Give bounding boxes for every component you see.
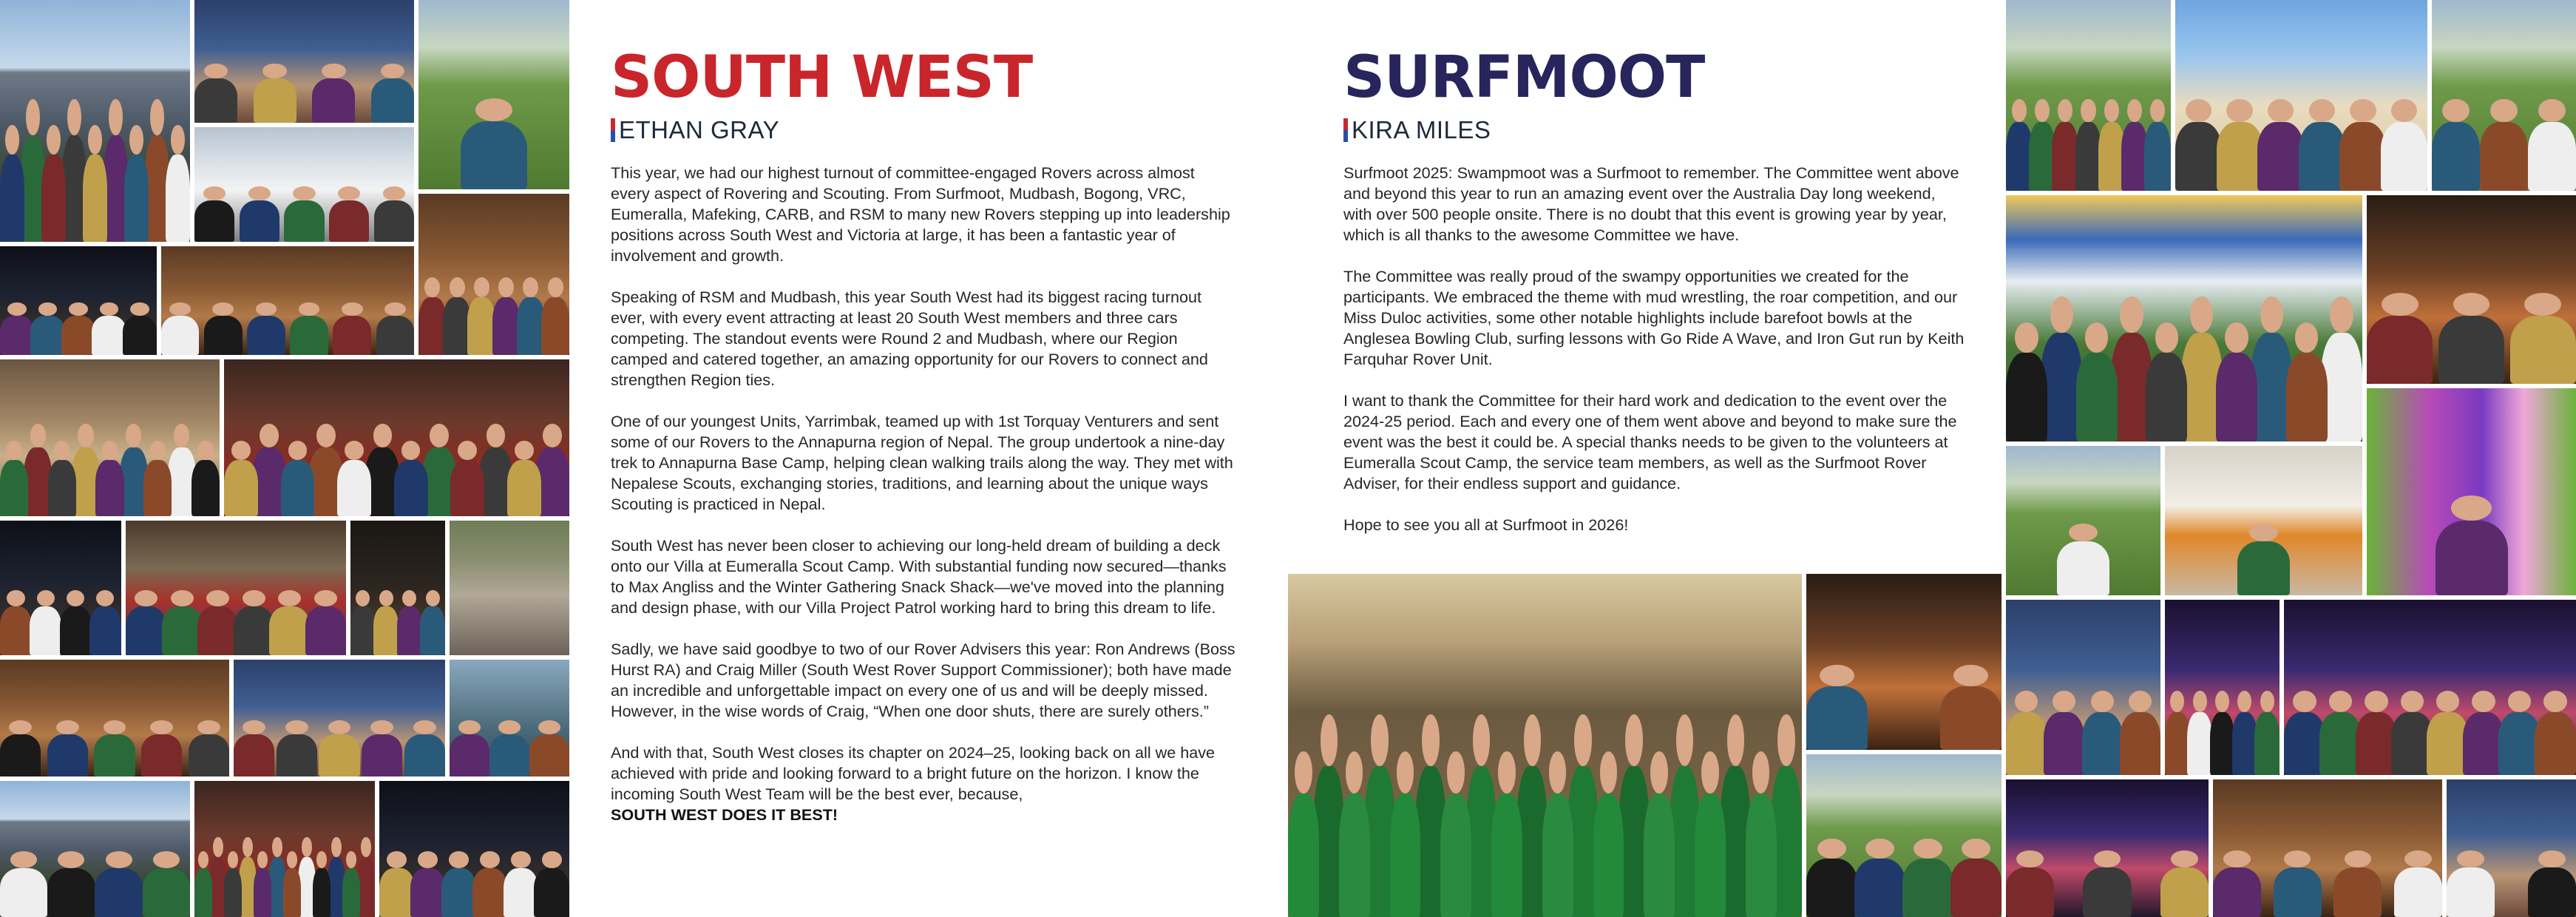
hiking-selfie-people	[0, 836, 190, 917]
person-figure	[281, 460, 315, 516]
surfmoot-paragraph-3: I want to thank the Committee for their hard work and dedication to the event over the 2024-25 period. Each and every one of them went above and beyond to make sure the event was the best it could be. A special thanks needs to be given to the volunteers at Eumeralla Scout Camp, the service team members, as well as the Surfmoot Rover Adviser, for their endless support and guidance.	[1343, 391, 1957, 493]
dance-night-people	[2284, 670, 2576, 775]
person-figure	[342, 868, 360, 917]
person-figure	[404, 734, 445, 776]
person-figure	[30, 606, 61, 655]
person-figure	[2146, 353, 2187, 441]
person-figure	[329, 200, 369, 242]
person-figure	[1902, 859, 1953, 917]
rsm-karts-people	[0, 422, 220, 516]
archery-targets-people	[2006, 506, 2160, 595]
person-figure	[541, 297, 569, 355]
mud-slide-photo	[2367, 388, 2576, 595]
person-figure	[2480, 122, 2528, 191]
person-figure	[92, 316, 126, 355]
person-figure	[2076, 353, 2118, 441]
person-figure	[2160, 867, 2209, 917]
person-figure	[2165, 712, 2190, 775]
marquee-event-photo	[2006, 195, 2362, 441]
person-figure	[2381, 122, 2427, 191]
person-figure	[2447, 867, 2495, 917]
person-figure	[197, 606, 238, 655]
person-figure	[443, 297, 471, 355]
person-figure	[194, 78, 237, 123]
person-figure	[2432, 122, 2480, 191]
outdoor-friends-people	[1806, 819, 2002, 917]
relaxing-group-people	[234, 706, 445, 776]
south-west-body	[611, 163, 1236, 825]
person-figure	[305, 606, 346, 655]
person-figure	[247, 316, 285, 355]
person-figure	[1288, 794, 1319, 917]
person-figure	[1806, 686, 1868, 750]
person-figure	[450, 734, 489, 776]
south-west-author: ETHAN GRAY	[611, 117, 779, 143]
person-figure	[143, 868, 190, 917]
person-figure	[2083, 867, 2131, 917]
camp-crowd-people	[2006, 76, 2171, 191]
person-figure	[1491, 794, 1522, 917]
person-figure	[374, 200, 414, 242]
market-stall-photo	[2213, 779, 2442, 917]
stairs-group-people	[194, 836, 375, 917]
person-figure	[254, 868, 271, 917]
large-group-hall-people	[224, 422, 569, 516]
party-cheer-photo	[2006, 779, 2209, 917]
surfmoot-paragraph-2: The Committee was really proud of the swampy opportunities we created for the participants. We embraced the theme with mud wrestling, the roar competition, and our Miss Duloc activities, some other notable highlights include barefoot bowls at the Anglesea Bowling Club, surfing lessons with Go Ride A Wave, and Iron Gut run by Keith Farquhar Rover Unit.	[1343, 267, 1965, 368]
person-figure	[0, 316, 34, 355]
night-camp-group-photo	[0, 246, 157, 355]
person-figure	[2528, 122, 2576, 191]
field-runner-people	[418, 75, 569, 189]
duck-face-photo	[2006, 600, 2160, 775]
market-stall-people	[2213, 834, 2442, 917]
person-figure	[224, 460, 258, 516]
person-figure	[2528, 867, 2576, 917]
person-figure	[95, 868, 142, 917]
person-figure	[224, 868, 242, 917]
dance-night-photo	[2284, 600, 2576, 775]
costume-dinner-photo	[194, 0, 414, 123]
person-figure	[1542, 794, 1573, 917]
person-figure	[161, 316, 199, 355]
person-figure	[1940, 686, 2002, 750]
surfmoot-title: SURFMOOT	[1343, 44, 1705, 111]
person-figure	[371, 78, 414, 123]
marquee-event-people	[2006, 294, 2362, 441]
body-paragraph-4: South West has never been closer to achieving our long-held dream of building a deck onto our Villa at Eumeralla Scout Camp. With substantial funding now secured—thanks to Max Angliss and the Winter Gathering Snack Shack—we've moved into the planning and design phase, with our Villa Project Patrol working hard to bring this dream to life.	[611, 536, 1227, 617]
person-figure	[2510, 316, 2576, 384]
camp-crowd-photo	[2006, 0, 2171, 191]
person-figure	[1440, 794, 1471, 917]
person-figure	[283, 868, 301, 917]
indoor-crowd-photo	[161, 246, 414, 355]
rsm-karts-photo	[0, 359, 220, 516]
person-figure	[162, 606, 203, 655]
person-figure	[2367, 316, 2433, 384]
person-figure	[1644, 794, 1675, 917]
person-figure	[2175, 122, 2222, 191]
person-figure	[166, 155, 190, 242]
nepal-night-people	[0, 575, 121, 655]
committee-group-photo	[1288, 574, 1802, 917]
costume-pair-people	[2447, 834, 2576, 917]
person-figure	[2237, 541, 2290, 595]
person-figure	[1950, 859, 2002, 917]
person-figure	[1746, 794, 1777, 917]
gingerbread-costume-photo	[1806, 574, 2002, 750]
dinner-table-photo	[0, 660, 229, 776]
person-figure	[333, 316, 370, 355]
person-figure	[529, 734, 569, 776]
car-group-people	[194, 173, 414, 242]
person-figure	[95, 460, 123, 516]
stairs-group-photo	[194, 781, 375, 917]
person-figure	[492, 297, 521, 355]
flag-group-people	[379, 836, 569, 917]
person-figure	[373, 606, 399, 655]
person-figure	[2052, 122, 2078, 191]
person-figure	[1593, 794, 1624, 917]
food-platters-people	[2165, 506, 2362, 595]
person-figure	[517, 297, 545, 355]
person-figure	[2436, 521, 2508, 595]
body-paragraph-2: Speaking of RSM and Mudbash, this year South West had its biggest racing turnout ever, with every event attracting at least 20 South West members and three cars competing. The standout events were Round 2 and Mudbash, where our Region camped and catered together, an amazing opportunity for our Rovers to connect and strengthen Region ties.	[611, 288, 1208, 389]
person-figure	[1695, 794, 1726, 917]
surfmoot-body	[1343, 163, 1965, 556]
person-figure	[312, 78, 355, 123]
person-figure	[420, 606, 445, 655]
surfmoot-author: KIRA MILES	[1343, 117, 1491, 143]
south-west-title: SOUTH WEST	[611, 44, 1033, 111]
person-figure	[441, 868, 477, 917]
duck-face-people	[2006, 670, 2160, 775]
person-figure	[269, 606, 310, 655]
person-figure	[472, 868, 508, 917]
person-figure	[362, 734, 402, 776]
mountain-trek-group-photo	[0, 0, 190, 242]
person-figure	[418, 297, 447, 355]
body-paragraph-3: One of our youngest Units, Yarrimbak, teamed up with 1st Torquay Venturers and sent some of our Rovers to the Annapurna region of Nepal. The group undertook a nine-day trek to Annapurna Base Camp, helping clean walking trails along the way. They met with Nepalese Scouts, exchanging stories, traditions, and learning about the unique ways Scouting is practiced in Nepal.	[611, 412, 1233, 513]
grass-relax-people	[2432, 76, 2576, 191]
person-figure	[376, 316, 414, 355]
surfmoot-paragraph-1: Surfmoot 2025: Swampmoot was a Surfmoot to remember. The Committee went above and beyond this year to run an amazing event over the Australia Day long weekend, with over 500 people onsite. There is no doubt that this event is growing year by year, which is all thanks to the awesome Committee we have.	[1343, 163, 1959, 244]
party-night-photo	[2165, 600, 2280, 775]
person-figure	[41, 155, 66, 242]
outdoor-friends-photo	[1806, 754, 2002, 917]
person-figure	[1806, 859, 1857, 917]
stage-performers-photo	[2367, 195, 2576, 384]
person-figure	[284, 200, 324, 242]
person-figure	[2044, 712, 2084, 775]
dinner-table-people	[0, 706, 229, 776]
person-figure	[450, 460, 484, 516]
person-figure	[191, 460, 220, 516]
person-figure	[507, 460, 541, 516]
costume-dinner-people	[194, 49, 414, 123]
person-figure	[240, 200, 279, 242]
person-figure	[277, 734, 317, 776]
archery-targets-photo	[2006, 446, 2160, 595]
person-figure	[254, 78, 296, 123]
person-figure	[141, 734, 182, 776]
person-figure	[2217, 122, 2263, 191]
committee-group-people	[1288, 711, 1802, 917]
person-figure	[2333, 867, 2382, 917]
person-figure	[204, 316, 242, 355]
person-figure	[290, 316, 328, 355]
person-figure	[504, 868, 539, 917]
person-figure	[2057, 541, 2109, 595]
relaxing-group-photo	[234, 660, 445, 776]
person-figure	[2120, 712, 2160, 775]
field-runner-photo	[418, 0, 569, 189]
person-figure	[1854, 859, 1905, 917]
nepal-night-photo	[0, 521, 121, 655]
person-figure	[2210, 712, 2235, 775]
rock-background	[450, 521, 569, 655]
person-figure	[410, 868, 446, 917]
person-figure	[126, 606, 166, 655]
person-figure	[1339, 794, 1370, 917]
person-figure	[0, 734, 41, 776]
person-figure	[189, 734, 229, 776]
person-figure	[2216, 353, 2257, 441]
body-paragraph-5: Sadly, we have said goodbye to two of our Rover Advisers this year: Ron Andrews (Boss Hurst RA) and Craig Miller (South West Rover Support Commissioner); both have made an incredible and unforgettable impact on every one of us and will be deeply missed. However, in the wise words of Craig, “When one door shuts, there are surely others.”	[611, 640, 1236, 720]
person-figure	[467, 297, 495, 355]
person-figure	[337, 460, 371, 516]
large-group-hall-photo	[224, 359, 569, 516]
person-figure	[143, 460, 172, 516]
hall-group-people	[418, 258, 569, 355]
person-figure	[83, 155, 107, 242]
person-figure	[61, 316, 95, 355]
person-figure	[2082, 712, 2123, 775]
person-figure	[0, 460, 28, 516]
body-paragraph-6	[611, 742, 1236, 825]
closing-slogan: SOUTH WEST DOES IT BEST!	[611, 805, 838, 824]
night-camp-group-people	[0, 290, 157, 355]
person-figure	[379, 868, 415, 917]
person-figure	[2438, 316, 2504, 384]
person-figure	[2254, 712, 2280, 775]
person-figure	[319, 734, 359, 776]
person-figure	[89, 606, 121, 655]
car-group-photo	[194, 127, 414, 242]
person-figure	[2286, 353, 2328, 441]
person-figure	[94, 734, 135, 776]
person-figure	[2257, 122, 2304, 191]
person-figure	[0, 155, 24, 242]
party-night-people	[2165, 670, 2280, 775]
person-figure	[60, 606, 92, 655]
person-figure	[2213, 867, 2261, 917]
gingerbread-costume-people	[1806, 644, 2002, 750]
indoor-crowd-people	[161, 290, 414, 355]
person-figure	[397, 606, 422, 655]
person-figure	[0, 868, 47, 917]
person-figure	[2535, 712, 2576, 775]
person-figure	[2006, 353, 2047, 441]
band-costume-photo	[126, 521, 346, 655]
food-platters-photo	[2165, 446, 2362, 595]
band-costume-people	[126, 575, 346, 655]
person-figure	[123, 316, 157, 355]
person-figure	[461, 121, 527, 189]
person-figure	[2394, 867, 2442, 917]
dark-group-people	[350, 575, 445, 655]
person-figure	[313, 868, 331, 917]
kayaks-people	[450, 706, 569, 776]
costume-pair-photo	[2447, 779, 2576, 917]
closing-text: And with that, South West closes its chapter on 2024–25, looking back on all we have achieved with pride and looking forward to a bright future on the horizon. I know the incoming South West Team will be the best ever, because,	[611, 743, 1216, 803]
person-figure	[2339, 122, 2386, 191]
person-figure	[124, 155, 149, 242]
surfmoot-paragraph-4: Hope to see you all at Surfmoot in 2026!	[1343, 515, 1629, 534]
person-figure	[2006, 712, 2047, 775]
person-figure	[47, 734, 88, 776]
person-figure	[48, 460, 76, 516]
person-figure	[2232, 712, 2257, 775]
mud-slide-people	[2367, 471, 2576, 595]
beach-gazebo-people	[2175, 76, 2427, 191]
person-figure	[394, 460, 428, 516]
person-figure	[350, 606, 376, 655]
person-figure	[489, 734, 529, 776]
beach-gazebo-photo	[2175, 0, 2427, 191]
person-figure	[234, 606, 274, 655]
person-figure	[2299, 122, 2345, 191]
stage-performers-people	[2367, 271, 2576, 384]
person-figure	[534, 868, 569, 917]
party-cheer-people	[2006, 834, 2209, 917]
person-figure	[0, 606, 32, 655]
person-figure	[234, 734, 274, 776]
person-figure	[2187, 712, 2212, 775]
person-figure	[30, 316, 64, 355]
person-figure	[194, 200, 234, 242]
person-figure	[1390, 794, 1421, 917]
person-figure	[2006, 867, 2054, 917]
flag-group-photo	[379, 781, 569, 917]
person-figure	[47, 868, 95, 917]
mountain-trek-group-people	[0, 97, 190, 242]
hall-group-photo	[418, 194, 569, 355]
hiking-selfie-photo	[0, 781, 190, 917]
body-paragraph-1: This year, we had our highest turnout of committee-engaged Rovers across almost every aspect of Rovering and Scouting. From Surfmoot, Mudbash, Bogong, VRC, Eumeralla, Mafeking, CARB, and RSM to many new Rovers stepping up into leadership positions across South West and Victoria at large, it has been a fantastic year of involvement and growth.	[611, 163, 1230, 265]
person-figure	[194, 868, 212, 917]
dark-group-photo	[350, 521, 445, 655]
rock-photo	[450, 521, 569, 655]
kayaks-photo	[450, 660, 569, 776]
person-figure	[2144, 122, 2171, 191]
person-figure	[2274, 867, 2322, 917]
grass-relax-photo	[2432, 0, 2576, 191]
